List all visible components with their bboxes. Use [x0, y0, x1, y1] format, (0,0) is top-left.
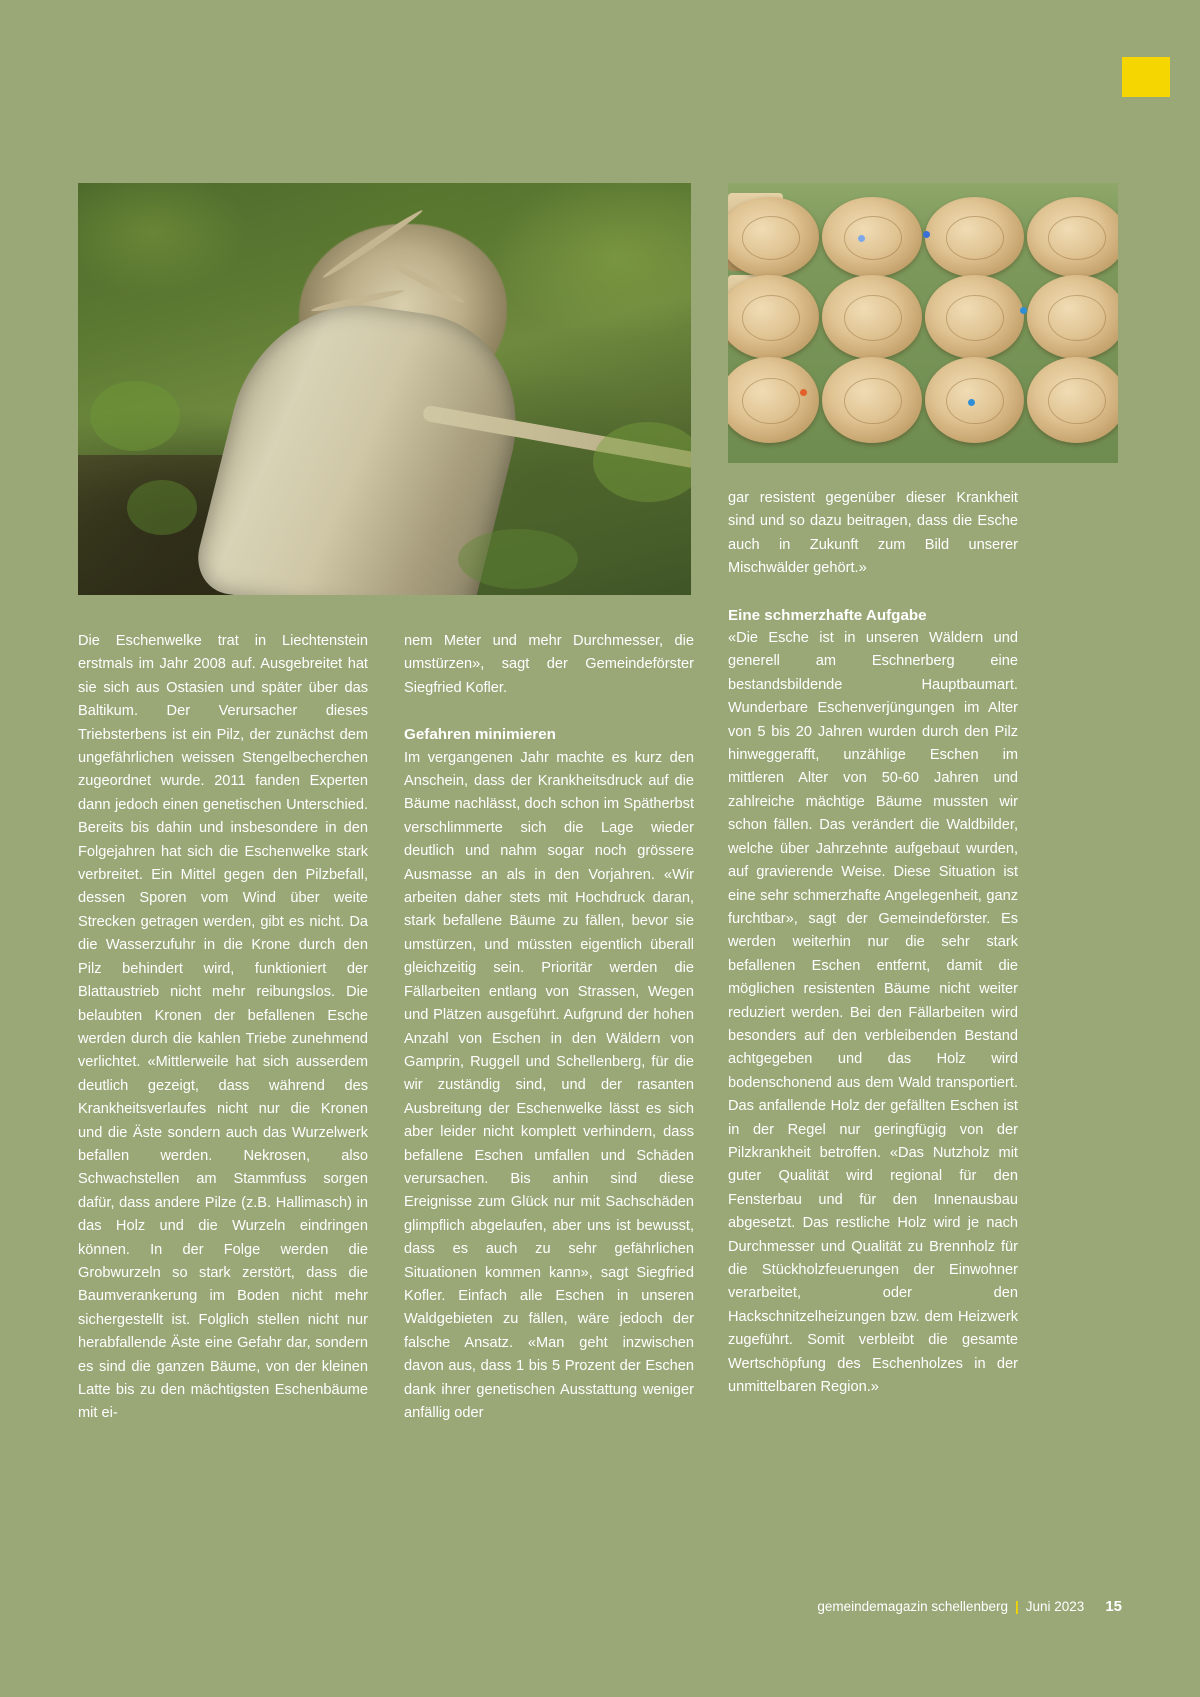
subheading-eine-schmerzhafte-aufgabe: Eine schmerzhafte Aufgabe	[728, 606, 927, 624]
log-paint-mark	[923, 231, 930, 238]
log-end	[822, 275, 921, 359]
log-row	[728, 357, 1118, 443]
log-end	[925, 197, 1024, 277]
foliage	[458, 529, 578, 589]
body-paragraph: «Die Esche ist in unseren Wäldern und generell am Eschnerberg eine bestandsbildende Hauptbaumart. Wunderbare Eschenverjüngungen im Alter von 5 bis 20 Jahren wurden durch den Pilz hinweggerafft, unzählige Eschen im mittleren Alter von 50-60 Jahren und zahlreiche mächtige Bäume mussten wir schon fällen. Das verändert die Waldbilder, welche über Jahrzehnte aufgebaut wurden, auf gravierende Weise. Diese Situation ist eine sehr schmerzhafte Angelegenheit, ganz furchtbar», sagt der Gemeindeförster. Es werden weiterhin nur die sehr stark befallenen Eschen entfernt, damit die möglichen resistenten Bäume nicht weiter reduziert werden. Bei den Fällarbeiten wird besonders auf den verbleibenden Bestand achtgegeben und das Holz wird bodenschonend aus dem Wald transportiert. Das anfallende Holz der gefällten Eschen ist in der Regel nur geringfügig von der Pilzkrankheit betroffen. «Das Nutzholz mit guter Qualität wird regional für den Fensterbau und für den Innenausbau abgesetzt. Das restliche Holz wird je nach Durchmesser und Qualität zu Brennholz für die Stückholzfeuerungen der Einwohner verarbeitet, oder den Hackschnitzelheizungen bzw. dem Heizwerk zugeführt. Somit verbleibt die gesamte Wertschöpfung des Eschenholzes in der unmittelbaren Region.»	[728, 630, 1018, 1396]
text-column-1	[78, 630, 368, 1426]
text-column-2	[404, 630, 694, 1425]
log-row	[728, 197, 1118, 277]
body-paragraph: Im vergangenen Jahr machte es kurz den Anschein, dass der Krankheitsdruck auf die Bäume nachlässt, doch schon im Spätherbst verschlimmerte sich die Lage wieder deutlich und nahm sogar noch grössere Ausmasse an als in den Vorjahren. «Wir arbeiten daher stets mit Hochdruck daran, stark befallene Bäume zu fällen, bevor sie umstürzen, und müssten eigentlich überall gleichzeitig sein. Prioritär werden die Fällarbeiten entlang von Strassen, Wegen und Plätzen ausgeführt. Aufgrund der hohen Anzahl von Eschen in den Wäldern von Gamprin, Ruggell und Schellenberg, für die wir zuständig sind, und der rasanten Ausbreitung der Eschenwelke lässt es sich aber leider nicht komplett verhindern, dass befallene Eschen umfallen und Schäden verursachen. Bis anhin sind diese Ereignisse zum Glück nur mit Sachschäden glimpflich abgelaufen, aber uns ist bewusst, dass es auch zu sehr gefährlichen Situationen kommen kann», sagt Siegfried Kofler. Einfach alle Eschen in unseren Waldgebieten zu fällen, wäre jedoch der falsche Ansatz. «Man geht inzwischen davon aus, dass 1 bis 5 Prozent der Eschen dank ihrer genetischen Ausstattung weniger anfällig oder	[404, 749, 694, 1421]
log-end	[728, 197, 819, 277]
continuation-paragraph: gar resistent gegenüber dieser Krankheit sind und so dazu beitragen, dass die Esche auch in Zukunft zum Bild unserer Mischwälder gehört.»	[728, 490, 1018, 577]
foliage	[127, 480, 197, 535]
log-paint-mark	[968, 399, 975, 406]
continuation-paragraph: nem Meter und mehr Durchmesser, die umstürzen», sagt der Gemeindeförster Siegfried Kofler.	[404, 633, 694, 696]
log-end	[822, 357, 921, 443]
log-row	[728, 275, 1118, 359]
text-column-3	[728, 487, 1018, 1399]
log-end	[728, 357, 819, 443]
page-number: 15	[1105, 1598, 1122, 1615]
body-paragraph: Die Eschenwelke trat in Liechtenstein erstmals im Jahr 2008 auf. Ausgebreitet hat sie sich aus Ostasien und später über das Baltikum. Der Verursacher dieses Triebsterbens ist ein Pilz, der zunächst dem ungefährlichen weissen Stengelbecherchen zugeordnet wurde. 2011 fanden Experten dann jedoch einen genetischen Unterschied. Bereits bis dahin und insbesondere in den Folgejahren hat sich die Eschenwelke stark verbreitet. Ein Mittel gegen den Pilzbefall, dessen Sporen vom Wind über weite Strecken getragen werden, gibt es nicht. Da die Wasserzufuhr in die Krone durch den Pilz behindert wird, funktioniert der Blattaustrieb nicht mehr reibungslos. Die belaubten Kronen der befallenen Esche werden durch die kahlen Triebe zunehmend verlichtet. «Mittlerweile hat sich ausserdem deutlich gezeigt, dass während des Krankheitsverlaufes nicht nur die Kronen und die Äste sondern auch das Wurzelwerk befallen werden. Nekrosen, also Schwachstellen am Stammfuss sorgen dafür, dass andere Pilze (z.B. Hallimasch) in das Holz und die Wurzeln eindringen können. In der Folge werden die Grobwurzeln so stark zerstört, dass die Baumverankerung im Boden nicht mehr sichergestellt ist. Folglich stellen nicht nur herabfallende Äste eine Gefahr dar, sondern es sind die ganzen Bäume, von der kleinen Latte bis zu den mächtigsten Eschenbäume mit ei-	[78, 633, 368, 1422]
log-end	[1027, 275, 1118, 359]
footer-magazine-title: gemeindemagazin schellenberg	[817, 1599, 1008, 1614]
log-end	[1027, 357, 1118, 443]
log-end	[925, 275, 1024, 359]
accent-corner-mark	[1122, 57, 1170, 97]
log-end	[728, 275, 819, 359]
log-paint-mark	[1020, 307, 1027, 314]
page-footer	[817, 1598, 1122, 1615]
footer-separator: |	[1014, 1599, 1019, 1614]
log-paint-mark	[858, 235, 865, 242]
subheading-gefahren-minimieren: Gefahren minimieren	[404, 726, 556, 744]
footer-issue: Juni 2023	[1025, 1599, 1085, 1614]
main-photo-fallen-ash-tree	[78, 183, 691, 595]
log-paint-mark	[800, 389, 807, 396]
foliage	[90, 381, 180, 451]
logs-photo-stacked-ash-timber	[728, 183, 1118, 463]
log-end	[1027, 197, 1118, 277]
log-end	[822, 197, 921, 277]
